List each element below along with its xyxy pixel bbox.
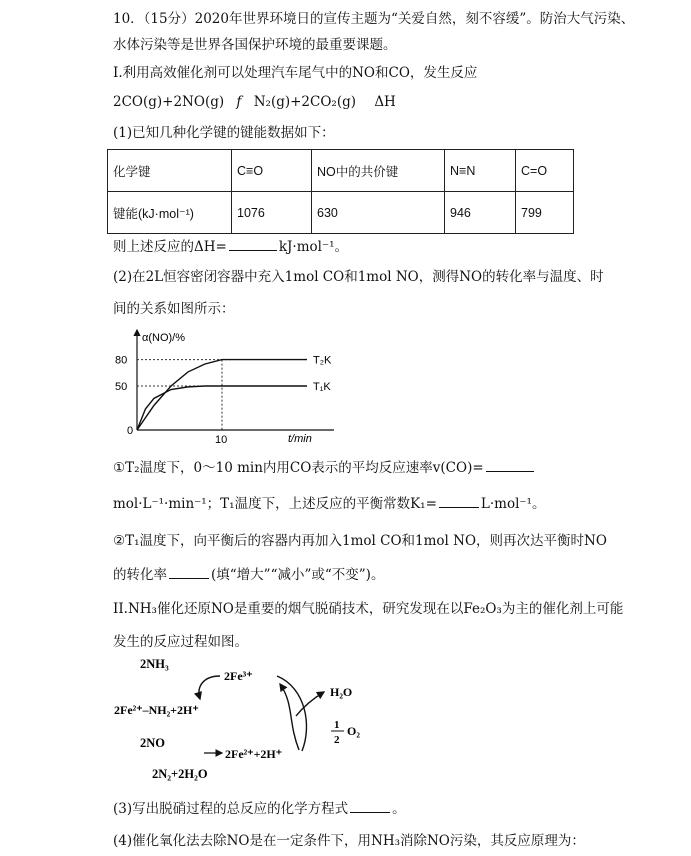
y-axis-label: α(NO)/% [142, 332, 186, 344]
part2-intro: II.NH₃催化还原NO是重要的烟气脱硝技术，研究发现在以Fe₂O₃为主的催化剂上可能 [113, 601, 624, 617]
equation-dh: ΔH [374, 94, 396, 110]
q2b-prefix: 的转化率 [113, 567, 167, 583]
label-h2o: H₂O [330, 685, 353, 699]
q1-answer-unit: kJ·mol⁻¹。 [278, 239, 349, 255]
arrow-h2o [296, 692, 324, 716]
answer-blank[interactable] [229, 238, 277, 251]
label-o2-den: 2 [334, 734, 340, 746]
q2b-suffix: (填“增大”“减小”或“不变”)。 [211, 567, 385, 583]
q2a-line2-prefix: mol·L⁻¹·min⁻¹；T₁温度下，上述反应的平衡常数K₁= [113, 496, 437, 512]
label-fe3: 2Fe³⁺ [224, 669, 253, 683]
q1-answer-prefix: 则上述反应的ΔH= [113, 239, 227, 255]
question-header-cont: 水体污染等是世界各国保护环境的最重要课题。 [113, 37, 397, 53]
series-label: T₂K [313, 354, 332, 367]
part2-intro-cont: 发生的反应过程如图。 [113, 634, 248, 650]
q2a-text [113, 459, 536, 477]
q3-text [113, 800, 406, 818]
table-cell: NO中的共价键 [312, 150, 445, 192]
answer-blank[interactable] [439, 495, 479, 508]
table-cell: C≡O [232, 150, 312, 192]
q2b-text: ②T₁温度下，向平衡后的容器内再加入1mol CO和1mol NO，则再次达平衡时NO [113, 533, 607, 549]
origin-label: 0 [127, 425, 134, 437]
table-cell: 化学键 [108, 150, 232, 192]
table-cell: 946 [445, 192, 516, 234]
equation-arrow: f [236, 94, 242, 110]
y-tick-label: 50 [115, 381, 128, 393]
table-cell: C=O [516, 150, 574, 192]
q3-suffix: 。 [392, 801, 406, 817]
table-cell: N≡N [445, 150, 516, 192]
answer-blank[interactable] [486, 459, 534, 472]
label-nh3: 2NH₃ [140, 657, 169, 671]
table-cell: 799 [516, 192, 574, 234]
label-o2-num: 1 [334, 719, 340, 731]
q2b-text-cont [113, 566, 384, 584]
q3-prefix: (3)写出脱硝过程的总反应的化学方程式 [113, 801, 349, 817]
series-label: T₁K [313, 381, 331, 393]
table-header-row [108, 150, 574, 192]
q1-answer [113, 238, 348, 256]
table-cell: 键能(kJ·mol⁻¹) [108, 192, 232, 234]
answer-blank[interactable] [350, 800, 390, 813]
q2a-line2-unit: L·mol⁻¹。 [480, 496, 546, 512]
equation-right: N₂(g)+2CO₂(g) [253, 94, 357, 110]
arrow-nh3-curve [199, 676, 220, 699]
reaction-equation [113, 93, 396, 111]
x-axis-label: t/min [288, 433, 312, 445]
table-cell: 630 [312, 192, 445, 234]
q2-text-cont: 间的关系如图所示： [113, 301, 235, 317]
arrow-fe2-to-fe3 [280, 684, 299, 750]
y-tick-label: 80 [115, 354, 128, 367]
reaction-cycle-diagram [112, 654, 372, 784]
q2-text: (2)在2L恒容密闭容器中充入1mol CO和1mol NO，测得NO的转化率与温度、时 [113, 269, 604, 285]
bond-energy-table [107, 149, 574, 234]
table-cell: 1076 [232, 192, 312, 234]
q2a-text-cont [113, 495, 545, 513]
label-no: 2NO [140, 736, 165, 750]
label-o2: O₂ [347, 724, 360, 738]
question-header: 10．（15分）2020年世界环境日的宣传主题为“关爱自然，刻不容缓”。防治大气污染、 [113, 11, 635, 27]
q2a-prefix: ①T₂温度下，0～10 min内用CO表示的平均反应速率v(CO)= [113, 460, 484, 476]
label-products: 2N₂+2H₂O [152, 767, 208, 781]
answer-blank[interactable] [169, 566, 209, 579]
part1-intro: I.利用高效催化剂可以处理汽车尾气中的NO和CO，发生反应 [113, 65, 478, 81]
label-fe2-h: 2Fe²⁺+2H⁺ [225, 747, 283, 761]
q1-intro: (1)已知几种化学键的键能数据如下： [113, 125, 335, 141]
label-fe2-nh2: 2Fe²⁺–NH₂+2H⁺ [114, 703, 199, 717]
conversion-chart [112, 326, 342, 446]
x-tick-label: 10 [215, 434, 228, 446]
table-row [108, 192, 574, 234]
series-line-1 [137, 360, 307, 430]
equation-left: 2CO(g)+2NO(g) [113, 94, 225, 110]
q4-text: (4)催化氧化法去除NO是在一定条件下，用NH₃消除NO污染，其反应原理为： [113, 833, 585, 849]
